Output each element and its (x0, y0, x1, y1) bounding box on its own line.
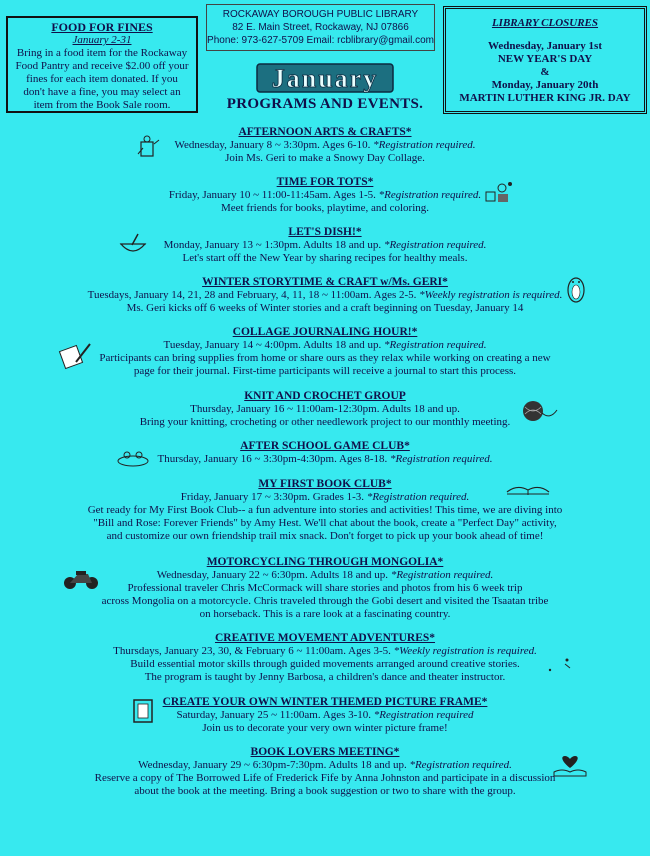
mixing-bowl-icon (118, 232, 148, 258)
event-title: KNIT AND CROCHET GROUP (244, 390, 406, 402)
event-note: *Registration required. (390, 453, 493, 465)
library-closures-box (443, 6, 647, 114)
event-title: CREATE YOUR OWN WINTER THEMED PICTURE FRAME* (162, 696, 488, 708)
event-title: MOTORCYCLING THROUGH MONGOLIA* (206, 556, 444, 568)
event-note: *Registration required. (409, 759, 512, 771)
event-note: *Weekly registration is required. (419, 289, 563, 301)
event-line: Let's start off the New Year by sharing recipes for healthy meals. (182, 252, 468, 264)
closure-date-1: Wednesday, January 1st (488, 40, 602, 52)
fines-title: FOOD FOR FINES (51, 20, 153, 34)
event-title: WINTER STORYTIME & CRAFT w/Ms. GERI* (202, 276, 448, 288)
event-line: Ms. Geri kicks off 6 weeks of Winter stories and a craft beginning on Tuesday, January 14 (126, 302, 524, 314)
event-note: *Registration required. (390, 569, 494, 581)
event-line: Monday, January 13 ~ 1:30pm. Adults 18 and up. (163, 239, 384, 251)
event-book-lovers (30, 746, 620, 798)
event-note: *Weekly registration is required. (393, 645, 537, 657)
event-line: on horseback. This is a rare look at a fascinating country. (199, 608, 451, 620)
event-line: Reserve a copy of The Borrowed Life of Frederick Fife by Anna Johnston and participate in a discussion (94, 772, 556, 784)
board-game-icon (115, 446, 151, 468)
dancer-icon (545, 656, 573, 674)
banner-month: January (271, 64, 379, 93)
fines-line: fines for each item donated. If you (26, 73, 178, 85)
event-line: Join us to decorate your very own winter picture frame! (202, 722, 448, 734)
event-line: "Bill and Rose: Forever Friends" by Amy Hest. We'll chat about the book, create a "Perfect Day" activity, (93, 517, 557, 529)
event-time-for-tots (30, 176, 620, 215)
picture-frame-icon (132, 698, 154, 724)
closure-date-2: Monday, January 20th (491, 79, 599, 91)
craft-kid-icon (135, 134, 161, 160)
library-contact: Phone: 973-627-5709 Email: rcblibrary@gmail.com (207, 35, 434, 46)
event-title: CREATIVE MOVEMENT ADVENTURES* (214, 632, 436, 644)
event-line: The program is taught by Jenny Barbosa, a children's dance and theater instructor. (144, 671, 506, 683)
event-line: Join Ms. Geri to make a Snowy Day Collage. (225, 152, 425, 164)
event-line: Saturday, January 25 ~ 11:00am. Ages 3-10. (176, 709, 374, 721)
event-afternoon-arts (30, 126, 620, 165)
penguin-icon (565, 272, 587, 304)
event-line: Thursday, January 16 ~ 11:00am-12:30pm. Adults 18 and up. (190, 403, 460, 415)
event-note: *Registration required. (383, 239, 487, 251)
event-line: Wednesday, January 8 ~ 3:30pm. Ages 6-10. (174, 139, 374, 151)
event-line: Bring your knitting, crocheting or other needlework project to our monthly meeting. (139, 416, 511, 428)
closure-holiday-1: NEW YEAR'S DAY (497, 53, 593, 65)
event-line: about the book at the meeting. Bring a book suggestion or two to share with the group. (134, 785, 516, 797)
event-winter-storytime (10, 276, 640, 315)
event-line: and customize our own friendship trail mix snack. Don't forget to pick up your book ahead of time! (106, 530, 544, 542)
event-line: Wednesday, January 29 ~ 6:30pm-7:30pm. Adults 18 and up. (138, 759, 410, 771)
event-title: TIME FOR TOTS* (276, 176, 374, 188)
tots-toys-icon (482, 180, 514, 206)
event-line: Friday, January 17 ~ 3:30pm. Grades 1-3. (180, 491, 367, 503)
event-line: Tuesdays, January 14, 21, 28 and February, 4, 11, 18 ~ 11:00am. Ages 2-5. (87, 289, 420, 301)
event-title: COLLAGE JOURNALING HOUR!* (232, 326, 418, 338)
event-title: LET'S DISH!* (288, 226, 362, 238)
event-note: *Registration required (373, 709, 474, 721)
event-line: Build essential motor skills through guided movements arranged around creative stories. (130, 658, 520, 670)
library-name: ROCKAWAY BOROUGH PUBLIC LIBRARY (222, 9, 419, 20)
library-info-box (206, 4, 435, 51)
event-line: Thursdays, January 23, 30, & February 6 ~ 11:00am. Ages 3-5. (113, 645, 394, 657)
event-line: Thursday, January 16 ~ 3:30pm-4:30pm. Ages 8-18. (157, 453, 391, 465)
event-note: *Registration required. (366, 491, 470, 503)
fines-dates: January 2-31 (72, 34, 132, 46)
journal-pencil-icon (58, 340, 92, 370)
event-picture-frame (30, 696, 620, 735)
library-address: 82 E. Main Street, Rockaway, NJ 07866 (232, 22, 409, 33)
event-line: Get ready for My First Book Club-- a fun adventure into stories and activities! This time, we are diving into (87, 504, 563, 516)
event-line: Wednesday, January 22 ~ 6:30pm. Adults 18 and up. (156, 569, 391, 581)
motorcycle-icon (62, 566, 100, 590)
event-title: MY FIRST BOOK CLUB* (258, 478, 392, 490)
open-book-icon (505, 480, 551, 496)
event-line: Tuesday, January 14 ~ 4:00pm. Adults 18 and up. (163, 339, 385, 351)
fines-line: Food Pantry and receive $2.00 off your (15, 60, 189, 72)
event-creative-movement (30, 632, 620, 684)
event-note: *Registration required. (378, 189, 482, 201)
event-title: AFTERNOON ARTS & CRAFTS* (238, 126, 412, 138)
event-line: Professional traveler Chris McCormack will share stories and photos from his 6 week trip (127, 582, 523, 594)
fines-line: Bring in a food item for the Rockaway (16, 47, 188, 59)
event-title: AFTER SCHOOL GAME CLUB* (240, 440, 410, 452)
event-note: *Registration required. (384, 339, 487, 351)
event-title: BOOK LOVERS MEETING* (250, 746, 400, 758)
january-banner (255, 58, 395, 96)
fines-line: item from the Book Sale room. (33, 99, 171, 111)
event-line: page for their journal. First-time participants will receive a journal to start this process. (133, 365, 517, 377)
event-line: Friday, January 10 ~ 11:00-11:45am. Ages 1-5. (168, 189, 379, 201)
food-for-fines-box (6, 16, 198, 113)
event-line: across Mongolia on a motorcycle. Chris traveled through the Gobi desert and visited the Tsaatan tribe (101, 595, 549, 607)
closure-amp: & (540, 66, 550, 78)
event-note: *Registration required. (373, 139, 476, 151)
yarn-ball-icon (520, 398, 560, 424)
programs-title: PROGRAMS AND EVENTS. (226, 96, 424, 112)
event-collage-journaling (15, 326, 635, 378)
closure-holiday-2: MARTIN LUTHER KING JR. DAY (459, 92, 631, 104)
closures-title: LIBRARY CLOSURES (491, 17, 599, 29)
fines-line: don't have a fine, you may select an (23, 86, 181, 98)
event-line: Participants can bring supplies from home or share ours as they relax while working on creating a new (99, 352, 551, 364)
event-line: Meet friends for books, playtime, and coloring. (220, 202, 430, 214)
event-motorcycling-mongolia (30, 556, 620, 621)
book-heart-icon (552, 754, 588, 778)
